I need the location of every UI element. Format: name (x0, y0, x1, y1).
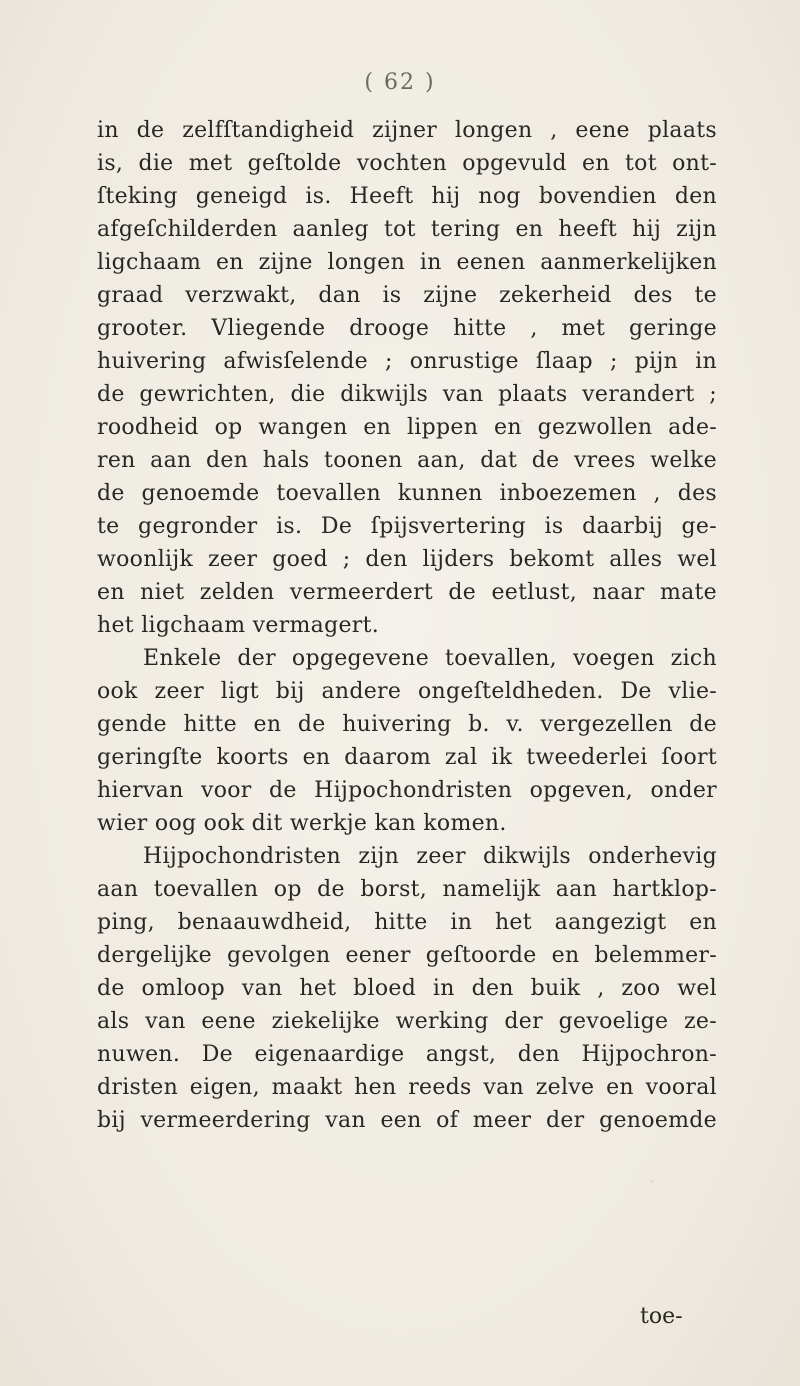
text-line: wier oog ook dit werkje kan komen. (97, 811, 507, 836)
text-line: de omloop van het bloed in den buik , zoo wel (97, 976, 717, 1001)
text-line: te gegronder is. De ſpijsvertering is daarbij ge- (97, 514, 717, 539)
text-line: als van eene ziekelijke werking der gevoelige ze- (97, 1009, 717, 1034)
text-line: grooter. Vliegende drooge hitte , met geringe (97, 316, 717, 341)
text-line: ook zeer ligt bij andere ongeſteldheden. De vlie- (97, 679, 717, 704)
text-line: ren aan den hals toonen aan, dat de vrees welke (97, 448, 717, 473)
text-line: graad verzwakt, dan is zijne zekerheid des te (97, 283, 717, 308)
text-line: in de zelfſtandigheid zijner longen , eene plaats (97, 118, 717, 143)
text-line: ping, benaauwdheid, hitte in het aangezigt en (97, 910, 717, 935)
text-line: dristen eigen, maakt hen reeds van zelve en vooral (97, 1075, 717, 1100)
body-text (97, 114, 717, 1137)
text-line: Enkele der opgegevene toevallen, voegen zich (143, 646, 717, 671)
text-line: nuwen. De eigenaardige angst, den Hijpochron- (97, 1042, 717, 1067)
text-line: afgeſchilderden aanleg tot tering en heeft hij zijn (97, 217, 717, 242)
text-line: en niet zelden vermeerdert de eetlust, naar mate (97, 580, 717, 605)
text-line: roodheid op wangen en lippen en gezwollen ade- (97, 415, 717, 440)
text-line: ligchaam en zijne longen in eenen aanmerkelijken (97, 250, 717, 275)
catchword: toe- (640, 1304, 683, 1329)
text-line: bij vermeerdering van een of meer der genoemde (97, 1108, 717, 1133)
paper-speck (650, 1180, 653, 1183)
page-number: ( 62 ) (364, 70, 436, 95)
text-line: Hijpochondristen zijn zeer dikwijls onderhevig (143, 844, 717, 869)
text-line: hiervan voor de Hijpochondristen opgeven, onder (97, 778, 717, 803)
text-line: geringſte koorts en daarom zal ik tweederlei ſoort (97, 745, 717, 770)
text-line: de genoemde toevallen kunnen inboezemen , des (97, 481, 717, 506)
text-line: dergelijke gevolgen eener geſtoorde en belemmer- (97, 943, 717, 968)
text-line: ſteking geneigd is. Heeft hij nog bovendien den (97, 184, 717, 209)
text-line: is, die met geſtolde vochten opgevuld en tot ont- (97, 151, 717, 176)
text-line: de gewrichten, die dikwijls van plaats verandert ; (97, 382, 717, 407)
text-line: aan toevallen op de borst, namelijk aan hartklop- (97, 877, 717, 902)
text-line: huivering afwisſelende ; onrustige ſlaap ; pijn in (97, 349, 717, 374)
text-line: het ligchaam vermagert. (97, 613, 380, 638)
text-line: gende hitte en de huivering b. v. vergezellen de (97, 712, 717, 737)
text-line: woonlijk zeer goed ; den lijders bekomt alles wel (97, 547, 717, 572)
